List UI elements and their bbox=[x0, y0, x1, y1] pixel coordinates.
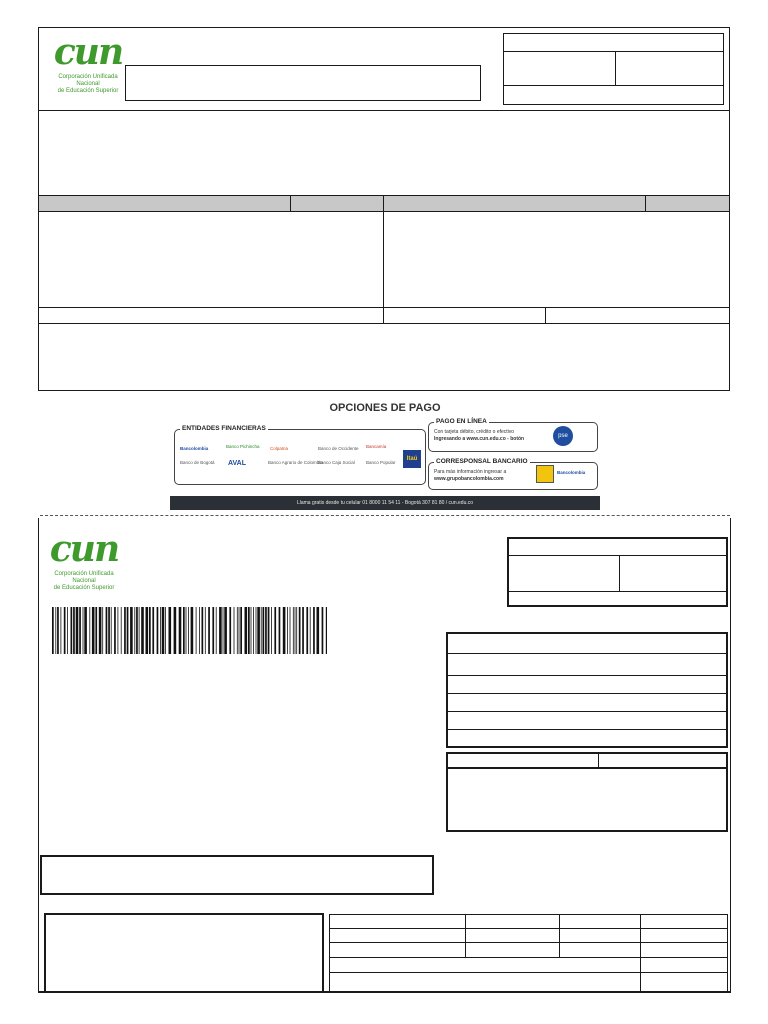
bank-logo: Banco Agrario de Colombia bbox=[268, 460, 323, 465]
online-payment-text-1: Con tarjeta débito, crédito o efectivo bbox=[434, 429, 515, 435]
barcode-bar bbox=[71, 607, 73, 654]
divider bbox=[446, 653, 728, 654]
bancolombia-logo: Bancolombia bbox=[557, 470, 586, 475]
divider bbox=[640, 914, 641, 992]
bank-logo: Banco de Bogotá bbox=[180, 460, 215, 465]
divider bbox=[446, 711, 728, 712]
barcode-bar bbox=[271, 607, 272, 654]
logo-line1: Corporación Unificada Nacional bbox=[54, 571, 114, 584]
divider bbox=[645, 195, 646, 212]
barcode-bar bbox=[114, 607, 116, 654]
financial-entities-label: ENTIDADES FINANCIERAS bbox=[182, 425, 266, 432]
barcode-bar bbox=[188, 607, 189, 654]
financial-entities-box bbox=[174, 429, 426, 485]
barcode-bar bbox=[196, 607, 197, 654]
bank-logo: Bancamía bbox=[366, 444, 387, 449]
divider bbox=[329, 942, 728, 943]
logo-bottom bbox=[48, 528, 120, 593]
barcode-bar bbox=[162, 607, 165, 654]
divider bbox=[329, 928, 728, 929]
barcode-bar bbox=[239, 607, 240, 654]
payment-detail-box bbox=[446, 752, 728, 832]
barcode-bar bbox=[245, 607, 248, 654]
logo-mark: cun bbox=[49, 528, 119, 570]
bank-logo: Colpatria bbox=[270, 446, 289, 451]
bank-logo: Banco Pichincha bbox=[226, 444, 260, 449]
barcode-bar bbox=[256, 607, 257, 654]
barcode-bar bbox=[57, 607, 59, 654]
barcode-bar bbox=[124, 607, 126, 654]
divider bbox=[503, 51, 724, 52]
barcode-bar bbox=[136, 607, 138, 654]
barcode-bar bbox=[130, 607, 133, 654]
receipt-bottom-right-edge bbox=[730, 518, 731, 992]
reference-box-top bbox=[503, 33, 724, 105]
barcode-bar bbox=[251, 607, 252, 654]
barcode-bar bbox=[293, 607, 294, 654]
receipt-bottom-left-edge bbox=[38, 518, 39, 992]
barcode-bar bbox=[205, 607, 206, 654]
barcode-bar bbox=[118, 607, 119, 654]
correspondent-text-2: www.grupobancolombia.com bbox=[434, 476, 504, 482]
bank-logo: Banco Popular bbox=[366, 460, 396, 465]
barcode-bar bbox=[152, 607, 154, 654]
barcode-bar bbox=[208, 607, 210, 654]
barcode-bar bbox=[253, 607, 254, 654]
barcode-bar bbox=[79, 607, 81, 654]
barcode-bar bbox=[237, 607, 238, 654]
summary-box bbox=[446, 632, 728, 748]
barcode-bar bbox=[299, 607, 301, 654]
barcode-bar bbox=[99, 607, 102, 654]
logo-line2: de Educación Superior bbox=[53, 585, 115, 591]
divider bbox=[619, 555, 620, 591]
barcode-bar bbox=[83, 607, 84, 654]
divider bbox=[615, 51, 616, 85]
notes-box bbox=[40, 855, 434, 895]
barcode-bar bbox=[326, 607, 327, 654]
divider bbox=[446, 767, 728, 769]
barcode-bar bbox=[111, 607, 112, 654]
barcode-bar bbox=[287, 607, 288, 654]
divider bbox=[329, 972, 728, 973]
barcode-bar bbox=[219, 607, 222, 654]
barcode-bar bbox=[290, 607, 291, 654]
bank-table bbox=[329, 914, 728, 992]
barcode-bar bbox=[169, 607, 172, 654]
barcode-bar bbox=[134, 607, 135, 654]
barcode-bar bbox=[229, 607, 231, 654]
barcode-bar bbox=[108, 607, 110, 654]
barcode-bar bbox=[52, 607, 54, 654]
barcode-bar bbox=[224, 607, 227, 654]
divider bbox=[38, 110, 730, 111]
divider bbox=[559, 914, 560, 957]
divider bbox=[465, 914, 466, 957]
barcode bbox=[52, 607, 327, 654]
barcode-bar bbox=[55, 607, 56, 654]
logo-line2: de Educación Superior bbox=[57, 88, 119, 94]
barcode-bar bbox=[89, 607, 90, 654]
bank-logo: Bancolombia bbox=[180, 446, 209, 451]
payment-footer: Llama gratis desde tu celular 01 8000 11 54 11 - Bogotá 307 81 80 / cun.edu.co bbox=[170, 496, 600, 510]
table-header-row bbox=[39, 195, 729, 212]
barcode-bar bbox=[106, 607, 108, 654]
barcode-bar bbox=[61, 607, 62, 654]
stamp-box bbox=[44, 913, 324, 993]
logo-line1: Corporación Unificada Nacional bbox=[58, 74, 118, 87]
barcode-bar bbox=[141, 607, 144, 654]
divider bbox=[383, 195, 384, 324]
divider bbox=[446, 675, 728, 676]
barcode-bar bbox=[234, 607, 235, 654]
barcode-bar bbox=[212, 607, 214, 654]
barcode-bar bbox=[160, 607, 161, 654]
barcode-bar bbox=[306, 607, 308, 654]
correspondent-text-1: Para más información ingresar a bbox=[434, 469, 507, 475]
barcode-bar bbox=[186, 607, 187, 654]
barcode-bar bbox=[95, 607, 97, 654]
barcode-bar bbox=[73, 607, 75, 654]
barcode-bar bbox=[302, 607, 304, 654]
bank-logo: Banco de Occidente bbox=[318, 446, 359, 451]
barcode-bar bbox=[146, 607, 149, 654]
itau-logo: Itaú bbox=[403, 450, 421, 468]
barcode-bar bbox=[174, 607, 177, 654]
bank-logo: AVAL bbox=[228, 460, 247, 467]
barcode-bar bbox=[179, 607, 182, 654]
divider bbox=[38, 323, 730, 324]
payment-options-title: OPCIONES DE PAGO bbox=[329, 402, 441, 414]
correspondent-label: CORRESPONSAL BANCARIO bbox=[436, 458, 528, 465]
barcode-bar bbox=[183, 607, 185, 654]
divider bbox=[507, 555, 728, 556]
barcode-bar bbox=[283, 607, 286, 654]
barcode-bar bbox=[265, 607, 267, 654]
correspondent-store-icon bbox=[536, 465, 554, 483]
divider bbox=[446, 729, 728, 730]
divider bbox=[545, 307, 546, 323]
barcode-bar bbox=[64, 607, 66, 654]
barcode-bar bbox=[102, 607, 103, 654]
barcode-bar bbox=[257, 607, 260, 654]
divider bbox=[503, 85, 724, 86]
barcode-bar bbox=[76, 607, 79, 654]
payment-options-banner bbox=[170, 398, 600, 510]
barcode-bar bbox=[268, 607, 270, 654]
barcode-bar bbox=[67, 607, 68, 654]
barcode-bar bbox=[317, 607, 320, 654]
divider bbox=[598, 752, 599, 767]
logo-mark: cun bbox=[53, 31, 123, 73]
barcode-bar bbox=[84, 607, 87, 654]
barcode-bar bbox=[223, 607, 224, 654]
barcode-bar bbox=[157, 607, 159, 654]
online-payment-label: PAGO EN LÍNEA bbox=[436, 418, 487, 425]
barcode-bar bbox=[279, 607, 281, 654]
cut-line bbox=[40, 515, 730, 516]
barcode-bar bbox=[261, 607, 262, 654]
divider bbox=[329, 957, 728, 958]
barcode-bar bbox=[191, 607, 194, 654]
reference-box-bottom bbox=[507, 537, 728, 607]
barcode-bar bbox=[240, 607, 242, 654]
divider bbox=[290, 195, 291, 212]
online-payment-text-2: Ingresando a www.cun.edu.co - botón bbox=[434, 436, 525, 442]
barcode-bar bbox=[216, 607, 217, 654]
barcode-bar bbox=[92, 607, 95, 654]
barcode-bar bbox=[322, 607, 324, 654]
barcode-bar bbox=[199, 607, 200, 654]
barcode-bar bbox=[313, 607, 315, 654]
barcode-bar bbox=[295, 607, 296, 654]
barcode-bar bbox=[149, 607, 151, 654]
barcode-bar bbox=[139, 607, 140, 654]
divider bbox=[507, 591, 728, 592]
barcode-bar bbox=[263, 607, 265, 654]
barcode-bar bbox=[127, 607, 129, 654]
divider bbox=[38, 307, 730, 308]
bank-logo: Banco Caja Social bbox=[318, 460, 355, 465]
barcode-bar bbox=[310, 607, 311, 654]
pse-icon: pse bbox=[553, 426, 573, 446]
barcode-bar bbox=[121, 607, 122, 654]
barcode-bar bbox=[296, 607, 297, 654]
barcode-bar bbox=[165, 607, 166, 654]
barcode-bar bbox=[274, 607, 276, 654]
barcode-bar bbox=[202, 607, 204, 654]
barcode-bar bbox=[248, 607, 250, 654]
logo-top bbox=[52, 31, 124, 96]
title-box bbox=[125, 65, 481, 101]
divider bbox=[446, 693, 728, 694]
